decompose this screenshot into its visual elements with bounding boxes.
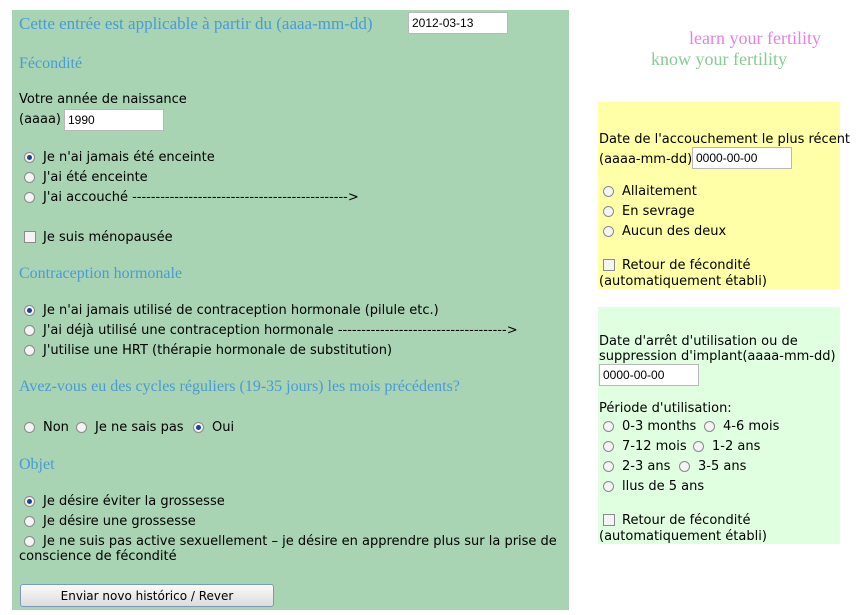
- stop-fertility-return-label: Retour de fécondité: [622, 513, 751, 528]
- cycles-no-label: Non: [43, 420, 69, 435]
- submit-button[interactable]: Enviar novo histórico / Rever: [20, 584, 274, 607]
- cycles-yes-label: Oui: [212, 420, 235, 435]
- gave-birth-label: J'ai accouché ---------------------------------------------->: [43, 190, 359, 205]
- delivery-fertility-return-checkbox[interactable]: [603, 259, 615, 271]
- fertility-heading: Fécondité: [19, 55, 83, 72]
- period-4-6-label: 4-6 mois: [723, 419, 780, 434]
- period-7-12-label: 7-12 mois: [622, 439, 687, 454]
- radio-breastfeeding[interactable]: [603, 186, 614, 197]
- radio-2-3-ans[interactable]: [603, 461, 614, 472]
- want-pregnancy-label: Je désire une grossesse: [43, 514, 196, 529]
- radio-3-5-ans[interactable]: [679, 461, 690, 472]
- radio-been-pregnant[interactable]: [24, 172, 35, 183]
- stop-fertility-return-checkbox[interactable]: [603, 514, 615, 526]
- used-hormonal-label: J'ai déjà utilisé une contraception hormonale ------------------------------------>: [43, 323, 518, 338]
- breastfeeding-label: Allaitement: [622, 184, 697, 199]
- never-pregnant-label: Je n'ai jamais été enceinte: [43, 150, 215, 165]
- brand-tagline-learn: learn your fertility: [689, 28, 821, 48]
- stop-auto-label: (automatiquement établi): [599, 529, 767, 544]
- radio-never-pregnant[interactable]: [24, 152, 35, 163]
- radio-hrt[interactable]: [24, 345, 35, 356]
- not-active-label: Je ne suis pas active sexuellement – je désire en apprendre plus sur la prise de conscience de fécondité: [19, 534, 557, 564]
- radio-used-hormonal[interactable]: [24, 325, 35, 336]
- menopause-label: Je suis ménopausée: [43, 230, 173, 245]
- delivery-date-input[interactable]: [692, 147, 792, 169]
- radio-never-hormonal[interactable]: [24, 305, 35, 316]
- cycles-heading: Avez-vous eu des cycles réguliers (19-35 jours) les mois précédents?: [19, 378, 460, 395]
- menopause-checkbox[interactable]: [24, 231, 36, 243]
- radio-0-3-months[interactable]: [603, 421, 614, 432]
- brand-tagline-know: know your fertility: [651, 49, 787, 69]
- cycles-unknown-label: Je ne sais pas: [95, 420, 184, 435]
- delivery-date-label: Date de l'accouchement le plus récent: [599, 132, 851, 147]
- radio-cycles-unknown[interactable]: [76, 422, 87, 433]
- period-3-5-label: 3-5 ans: [698, 459, 747, 474]
- entry-date-input[interactable]: [408, 12, 508, 34]
- delivery-auto-label: (automatiquement établi): [599, 274, 767, 289]
- radio-avoid-pregnancy[interactable]: [24, 496, 35, 507]
- hrt-label: J'utilise une HRT (thérapie hormonale de substitution): [43, 343, 393, 358]
- objective-heading: Objet: [19, 456, 55, 473]
- birth-year-input[interactable]: [64, 109, 164, 131]
- radio-over-5-ans[interactable]: [603, 481, 614, 492]
- contraception-heading: Contraception hormonale: [19, 265, 183, 282]
- never-hormonal-label: Je n'ai jamais utilisé de contraception hormonale (pilule etc.): [43, 303, 439, 318]
- stop-date-input[interactable]: [599, 364, 699, 386]
- been-pregnant-label: J'ai été enceinte: [43, 170, 148, 185]
- radio-cycles-no[interactable]: [24, 422, 35, 433]
- period-over-5-label: llus de 5 ans: [622, 479, 705, 494]
- period-1-2-label: 1-2 ans: [712, 439, 761, 454]
- radio-7-12-mois[interactable]: [603, 441, 614, 452]
- radio-weaning[interactable]: [603, 206, 614, 217]
- neither-label: Aucun des deux: [622, 224, 727, 239]
- radio-cycles-yes[interactable]: [193, 422, 204, 433]
- period-2-3-label: 2-3 ans: [622, 459, 671, 474]
- radio-gave-birth[interactable]: [24, 192, 35, 203]
- radio-neither[interactable]: [603, 226, 614, 237]
- period-label: Période d'utilisation:: [599, 401, 732, 416]
- radio-1-2-ans[interactable]: [693, 441, 704, 452]
- weaning-label: En sevrage: [622, 204, 695, 219]
- radio-4-6-mois[interactable]: [704, 421, 715, 432]
- stop-date-label: Date d'arrêt d'utilisation ou de suppression d'implant(aaaa-mm-dd): [599, 334, 836, 364]
- delivery-fertility-return-label: Retour de fécondité: [622, 258, 751, 273]
- avoid-pregnancy-label: Je désire éviter la grossesse: [43, 494, 225, 509]
- birth-year-label: Votre année de naissance: [19, 92, 187, 107]
- birth-year-format: (aaaa): [19, 112, 62, 127]
- period-0-3-label: 0-3 months: [622, 419, 697, 434]
- radio-want-pregnancy[interactable]: [24, 516, 35, 527]
- delivery-date-format: (aaaa-mm-dd): [599, 152, 693, 167]
- entry-date-label: Cette entrée est applicable à partir du (aaaa-mm-dd): [19, 14, 373, 33]
